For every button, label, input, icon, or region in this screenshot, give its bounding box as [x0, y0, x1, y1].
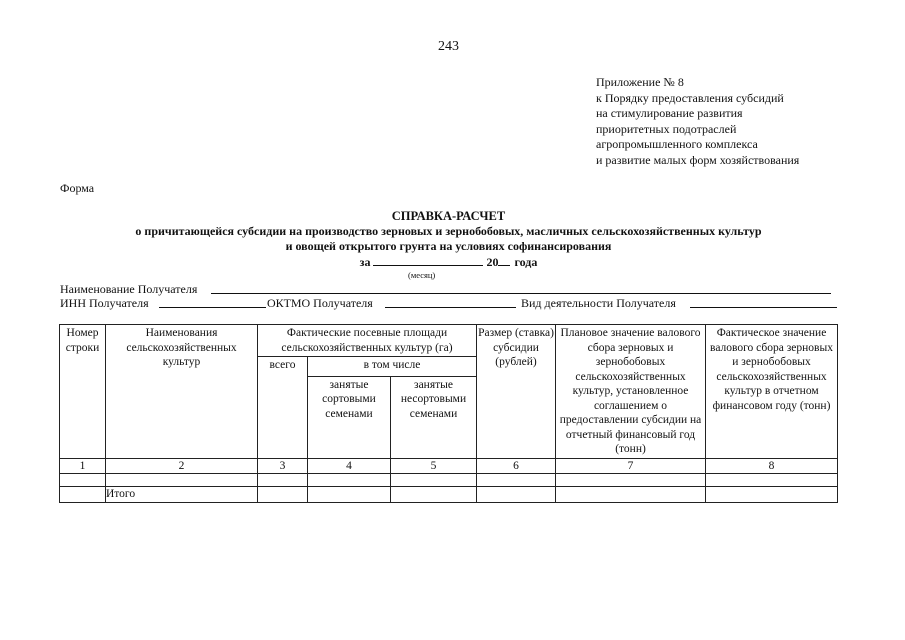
header-planned-harvest: Плановое значение валового сбора зерновых и зернобобовых сельскохозяйственных культур, установленное соглашением о предоставлении субсидии на отчетный финансовый год (тонн) — [556, 325, 706, 459]
appendix-note — [596, 75, 799, 168]
appendix-line: и развитие малых форм хозяйствования — [596, 152, 800, 167]
recipient-activity-label: Вид деятельности Получателя — [521, 296, 676, 310]
column-number-row — [60, 458, 838, 474]
period-suffix: года — [514, 255, 538, 269]
header-actual-harvest: Фактическое значение валового сбора зерновых и зернобобовых сельскохозяйственных культур в отчетном финансовом году (тонн) — [706, 325, 838, 459]
appendix-line: к Порядку предоставления субсидий — [596, 90, 784, 105]
table-cell[interactable] — [706, 474, 838, 487]
table-cell[interactable] — [308, 474, 391, 487]
table-cell[interactable] — [706, 487, 838, 503]
header-varietal-seeds: занятые сортовыми семенами — [308, 376, 391, 458]
appendix-line: на стимулирование развития — [596, 106, 743, 120]
table-cell[interactable] — [391, 487, 477, 503]
total-label: Итого — [106, 487, 258, 503]
appendix-line: приоритетных подотраслей — [596, 121, 737, 136]
title-heading: СПРАВКА-РАСЧЕТ — [391, 209, 506, 223]
period-prefix: за — [359, 255, 371, 269]
recipient-activity-field[interactable] — [690, 307, 837, 308]
title-line-2: и овощей открытого грунта на условиях софинансирования — [285, 239, 612, 253]
column-number: 7 — [556, 458, 706, 474]
recipient-inn-field[interactable] — [159, 307, 266, 308]
recipient-oktmo-field[interactable] — [385, 307, 516, 308]
subsidy-table — [59, 324, 838, 503]
header-including: в том числе — [308, 357, 477, 377]
recipient-name-label: Наименование Получателя — [60, 282, 198, 296]
column-number: 4 — [308, 458, 391, 474]
period-line — [0, 255, 897, 270]
appendix-line: агропромышленного комплекса — [596, 137, 758, 151]
table-cell[interactable] — [60, 487, 106, 503]
header-total-area: всего — [258, 357, 308, 459]
table-cell[interactable] — [258, 474, 308, 487]
column-number: 6 — [477, 458, 556, 474]
table-cell[interactable] — [258, 487, 308, 503]
column-number: 3 — [258, 458, 308, 474]
month-note: (месяц) — [408, 270, 436, 280]
header-crop-name: Наименования сельскохозяйственных культур — [106, 325, 258, 459]
table-cell[interactable] — [556, 487, 706, 503]
header-row-number: Номер строки — [60, 325, 106, 459]
table-cell[interactable] — [308, 487, 391, 503]
table-cell[interactable] — [477, 487, 556, 503]
header-subsidy-rate: Размер (ставка) субсидии (рублей) — [477, 325, 556, 459]
year-blank-field[interactable] — [498, 255, 510, 266]
column-number: 5 — [391, 458, 477, 474]
total-row — [60, 487, 838, 503]
document-title — [0, 209, 897, 254]
recipient-name-field[interactable] — [211, 293, 831, 294]
table-cell[interactable] — [556, 474, 706, 487]
column-number: 2 — [106, 458, 258, 474]
appendix-line: Приложение № 8 — [596, 75, 684, 89]
table-cell[interactable] — [391, 474, 477, 487]
column-number: 1 — [60, 458, 106, 474]
period-year: 20 — [486, 255, 499, 269]
header-sown-area: Фактические посевные площади сельскохозяйственных культур (га) — [258, 325, 477, 357]
column-number: 8 — [706, 458, 838, 474]
table-cell[interactable] — [60, 474, 106, 487]
header-nonvarietal-seeds: занятые несортовыми семенами — [391, 376, 477, 458]
recipient-oktmo-label: ОКТМО Получателя — [267, 296, 373, 310]
month-blank-field[interactable] — [373, 255, 483, 266]
page-number: 243 — [438, 39, 459, 54]
table-row — [60, 474, 838, 487]
table-cell[interactable] — [106, 474, 258, 487]
recipient-inn-label: ИНН Получателя — [60, 296, 149, 310]
title-line-1: о причитающейся субсидии на производство зерновых и зернобобовых, масличных сельскохозяйственных культур — [135, 224, 762, 238]
form-label: Форма — [60, 181, 95, 195]
table-cell[interactable] — [477, 474, 556, 487]
